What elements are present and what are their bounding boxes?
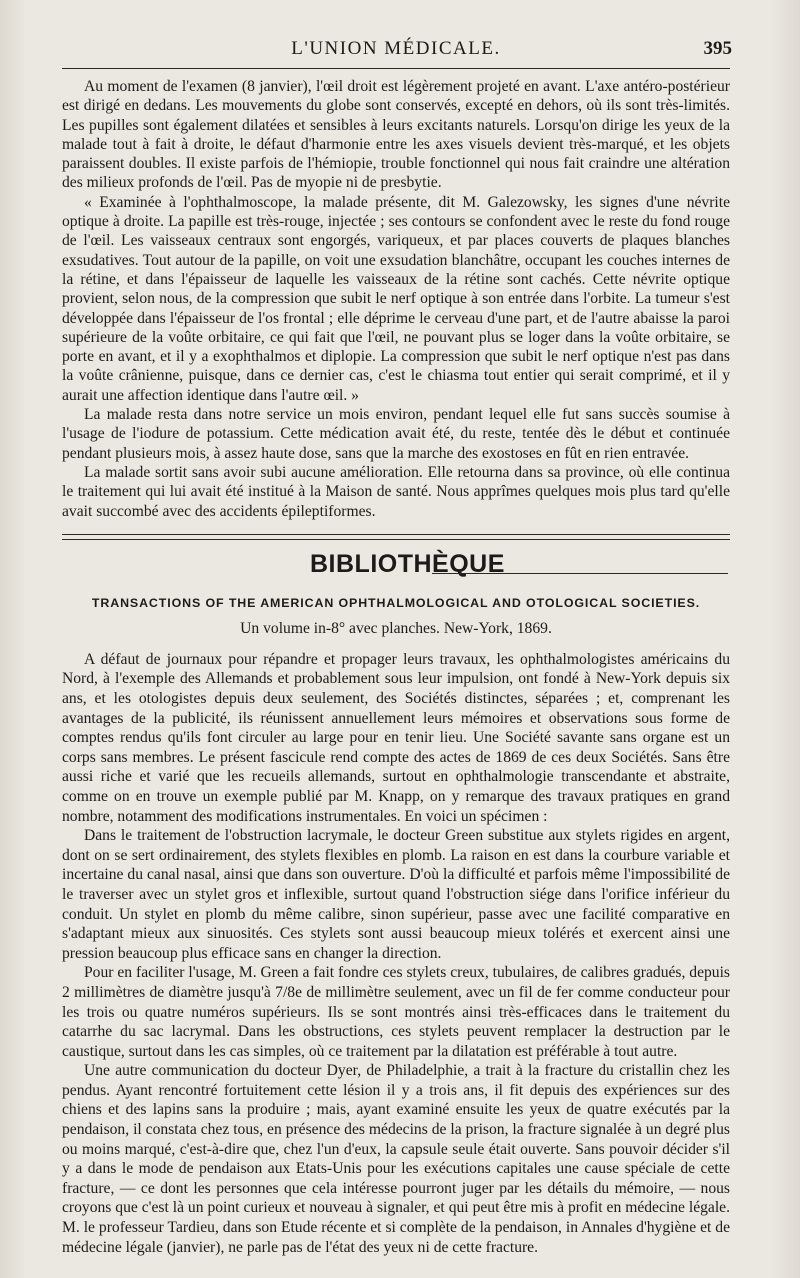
paragraph: Au moment de l'examen (8 janvier), l'œil droit est légèrement projeté en avant. L'axe antéro-postérieur est dirigé en dedans. Les mouvements du globe sont conservés, excepté en dehors, où ils sont très-limités. Les pupilles sont également dilatées et sensibles à leurs excitants naturels. Lorsqu'on dirige les yeux de la malade tout à fait à droite, le défaut d'harmonie entre les axes visuels devient très-marqué, et les objets paraissent doubles. Il existe parfois de l'hémiopie, trouble fonctionnel qui nous fait craindre une altération des milieux profonds de l'œil. Pas de myopie ni de presbytie.: [62, 78, 730, 192]
running-title: L'UNION MÉDICALE.: [291, 38, 501, 59]
book-review-text: [62, 650, 730, 1257]
section-title-rule: [432, 573, 728, 574]
case-report-text: [62, 77, 730, 521]
paragraph: Une autre communication du docteur Dyer, de Philadelphie, a trait à la fracture du cristallin chez les pendus. Ayant rencontré fortuitement cette lésion il y a trois ans, il fit depuis des expériences sur des chiens et des lapins sans la produire ; mais, ayant examiné ensuite les yeux de quatre exécutés par la pendaison, il constata chez tous, en présence des médecins de la prison, la fracture signalée à un degré plus ou moins marqué, c'est-à-dire que, chez l'un d'eux, la capsule seule était ouverte. Sans pouvoir décider s'il y a dans le mode de pendaison aux Etats-Unis pour les exécutions capitales une cause spéciale de cette fracture, — ce dont les personnes que cela intéresse pourront juger par les détails du mémoire, — nous croyons que c'est là un point curieux et nouveau à signaler, et qui peut être mis à profit en médecine légale. M. le professeur Tardieu, dans son Etude récente et si complète de la pendaison, in Annales d'hygiène et de médecine légale (janvier), ne parle pas de l'état des yeux ni de cette fracture.: [62, 1062, 730, 1256]
section-divider: [62, 534, 730, 540]
reviewed-book-title: TRANSACTIONS OF THE AMERICAN OPHTHALMOLOGICAL AND OTOLOGICAL SOCIETIES.: [91, 595, 701, 610]
section-heading-block: [62, 544, 730, 588]
paragraph: Dans le traitement de l'obstruction lacrymale, le docteur Green substitue aux stylets rigides en argent, dont on se sert ordinairement, des stylets flexibles en plomb. La raison en est dans la courbure variable et incertaine du canal nasal, ainsi que dans son ouverture. D'où la difficulté et parfois même l'impossibilité de le traverser avec un stylet gros et inflexible, surtout quand l'obstruction siége dans l'orifice inférieur du conduit. Un stylet en plomb du même calibre, sinon supérieur, passe avec une facilité comparative en s'adaptant mieux aux sinuosités. Ces stylets sont aussi beaucoup mieux tolérés et exercent ainsi une pression beaucoup plus efficace sans en changer la direction.: [62, 827, 730, 962]
page-header: [62, 38, 730, 69]
paragraph: La malade resta dans notre service un mois environ, pendant lequel elle fut sans succès soumise à l'usage de l'iodure de potassium. Cette médication avait été, du reste, tentée dès le début et continuée pendant plusieurs mois, à assez haute dose, sans que la marche des exostoses en fût en rien entravée.: [62, 406, 730, 462]
paragraph: Pour en faciliter l'usage, M. Green a fait fondre ces stylets creux, tubulaires, de calibres gradués, depuis 2 millimètres de diamètre jusqu'à 7/8e de millimètre seulement, avec un fil de fer comme conducteur pour les trois ou quatre numéros supérieurs. Ils se sont montrés ainsi très-efficaces dans le traitement du catarrhe du sac lacrymal. Dans les obstructions, ces stylets peuvent remplacer la destruction par le caustique, surtout dans les cas simples, où ce traitement par la dilatation est préférable à tout autre.: [62, 964, 730, 1060]
reviewed-book-details: Un volume in-8° avec planches. New-York, 1869.: [240, 619, 552, 637]
paragraph: « Examinée à l'ophthalmoscope, la malade présente, dit M. Galezowsky, les signes d'une névrite optique à droite. La papille est très-rouge, injectée ; ses contours se confondent avec le reste du fond rouge de l'œil. Les vaisseaux centraux sont engorgés, variqueux, et par places couverts de plaques blanches exsudatives. Tout autour de la papille, on voit une exsudation blanchâtre, occupant les couches internes de la rétine, et dans l'épaisseur de laquelle les vaisseaux de la rétine sont cachés. Cette névrite optique provient, selon nous, de la compression que subit le nerf optique à son entrée dans l'orbite. La tumeur s'est développée dans l'épaisseur de l'os frontal ; elle déprime le cerveau d'une part, et de l'autre abaisse la paroi supérieure de la voûte orbitaire, ce qui fait que l'œil, ne pouvant plus se loger dans la voûte orbitaire, se porte en avant, et il y a exophthalmos et diplopie. La compression que subit le nerf optique n'est pas dans la voûte crânienne, puisque, dans ce dernier cas, c'est le chiasma tout entier qui serait comprimé, et il y aurait une affection identique dans l'autre œil. »: [62, 193, 730, 404]
paragraph: A défaut de journaux pour répandre et propager leurs travaux, les ophthalmologistes américains du Nord, à l'exemple des Allemands et probablement sous leur impulsion, ont fondé à New-York depuis six ans, et les otologistes depuis deux seulement, des Sociétés distinctes, séparées ; et, comprenant les avantages de la publicité, ils réunissent annuellement leurs mémoires et observations sous forme de comptes rendus qu'ils font circuler au large pour en tenir lieu. Une Société savante sans organe est un corps sans membres. Le présent fascicule rend compte des actes de 1869 de ces deux Sociétés. Sans être aussi riche et varié que les recueils allemands, surtout en ophthalmologie transcendante et abstraite, comme on en trouve un exemple publié par M. Knapp, on y remarque des travaux pratiques en grand nombre, notamment des modifications instrumentales. En voici un spécimen :: [62, 650, 730, 825]
paragraph: La malade sortit sans avoir subi aucune amélioration. Elle retourna dans sa province, où elle continua le traitement qui lui avait été institué à la Maison de santé. Nous apprîmes quelques mois plus tard qu'elle avait succombé avec des accidents épileptiformes.: [62, 463, 730, 520]
page-number: 395: [703, 38, 732, 59]
section-title: BIBLIOTHÈQUE: [310, 549, 505, 578]
